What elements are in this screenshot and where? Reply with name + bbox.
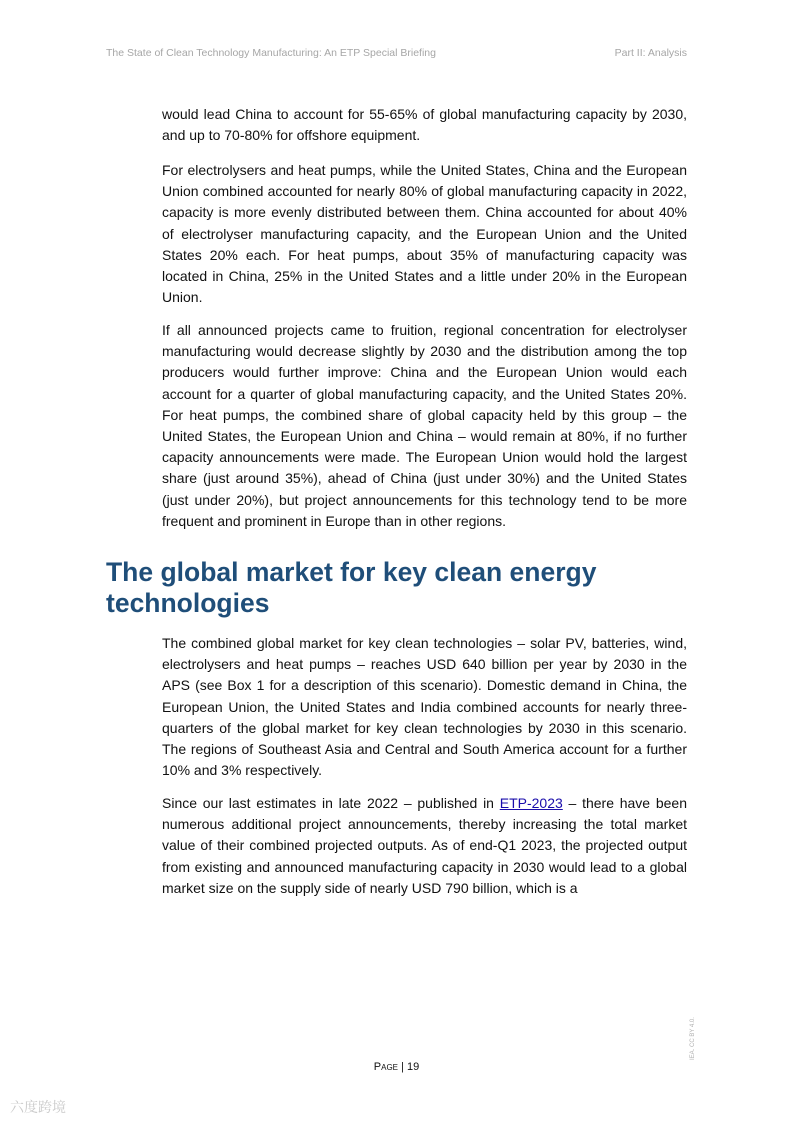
section-heading: The global market for key clean energy technologies	[106, 557, 597, 618]
page-label: Page	[373, 1061, 398, 1073]
body-paragraph: If all announced projects came to fruition, regional concentration for electrolyser manufacturing would decrease slightly by 2030 and the distribution among the top producers would further improve: China and the European Union would each account for a quarter of global manufacturing capacity, and the United States 20%. For heat pumps, the combined share of global capacity held by this group – the United States, the European Union and China – would remain at 80%, if no further capacity announcements were made. The European Union would hold the largest share (just around 35%), ahead of China (just under 30%) and the United States (just under 20%), but project announcements for this technology tend to be more frequent and prominent in Europe than in other regions.	[162, 322, 687, 529]
page-footer	[0, 1061, 793, 1073]
etp-2023-link[interactable]: ETP-2023	[499, 795, 563, 811]
paragraph-text: Since our last estimates in late 2022 – published in	[162, 795, 500, 811]
paragraph-text: – there have been numerous additional project announcements, thereby increasing the total market value of their combined projected outputs. As of end-Q1 2023, the projected output from existing and announced manufacturing capacity in 2030 would lead to a global market size on the supply side of nearly USD 790 billion, which is a	[162, 795, 687, 896]
body-paragraph	[162, 793, 687, 899]
body-paragraph: The combined global market for key clean technologies – solar PV, batteries, wind, electrolysers and heat pumps – reaches USD 640 billion per year by 2030 in the APS (see Box 1 for a description of this scenario). Domestic demand in China, the European Union, the United States and India combined accounts for nearly three-quarters of the global market for key clean technologies by 2030 in this scenario. The regions of Southeast Asia and Central and South America account for a further 10% and 3% respectively.	[162, 635, 687, 779]
body-paragraph: would lead China to account for 55-65% of global manufacturing capacity by 2030, and up to 70-80% for offshore equipment.	[162, 106, 687, 144]
body-paragraph: For electrolysers and heat pumps, while the United States, China and the European Union combined accounted for nearly 80% of global manufacturing capacity in 2022, capacity is more evenly distributed between them. China accounted for about 40% of electrolyser manufacturing capacity, and the European Union and the United States 20% each. For heat pumps, about 35% of manufacturing capacity was located in China, 25% in the United States and a little under 20% in the European Union.	[162, 162, 687, 306]
document-title: The State of Clean Technology Manufacturing: An ETP Special Briefing	[106, 47, 436, 59]
license-note: IEA. CC BY 4.0.	[690, 1017, 696, 1060]
watermark: 六度跨境	[10, 1099, 66, 1115]
part-label: Part II: Analysis	[614, 47, 687, 59]
page-separator: |	[398, 1061, 407, 1073]
page-number: 19	[406, 1061, 420, 1073]
